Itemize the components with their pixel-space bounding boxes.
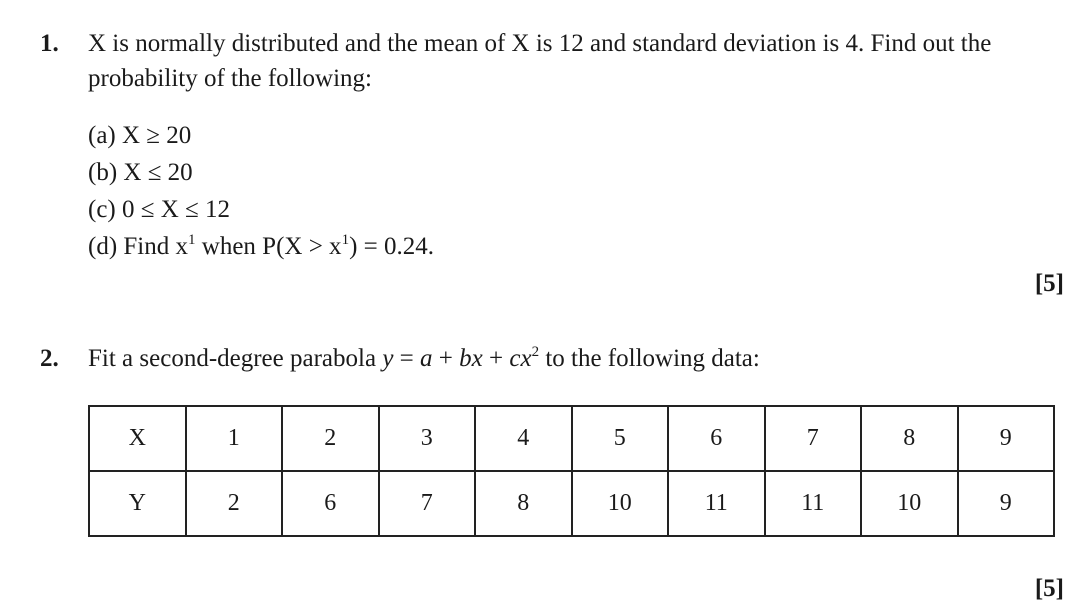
question-2-marks: [5] xyxy=(1034,575,1064,602)
table-cell: 7 xyxy=(765,406,862,471)
question-1-part-b xyxy=(88,159,193,187)
part-label: (d) xyxy=(88,233,118,260)
table-cell: 11 xyxy=(668,471,765,536)
eq-cx: cx xyxy=(509,345,532,372)
table-cell: 8 xyxy=(861,406,958,471)
part-text-pre: Find x xyxy=(123,233,189,260)
eq-plus: + xyxy=(432,345,460,372)
table-cell: 1 xyxy=(186,406,283,471)
table-cell: 11 xyxy=(765,471,862,536)
part-text: X ≤ 20 xyxy=(123,159,193,186)
question-2-number: 2. xyxy=(40,345,59,372)
part-label: (b) xyxy=(88,159,118,186)
question-2-pre: Fit a second-degree parabola xyxy=(88,345,383,372)
eq-y: y xyxy=(382,345,394,372)
superscript: 1 xyxy=(188,232,196,248)
question-1-part-d xyxy=(88,233,434,261)
question-2-post: to the following data: xyxy=(539,345,760,372)
eq-exponent: 2 xyxy=(531,344,540,360)
question-1-part-c xyxy=(88,196,230,224)
part-label: (a) xyxy=(88,122,116,149)
eq-bx: bx xyxy=(459,345,483,372)
part-text: X ≥ 20 xyxy=(122,122,192,149)
table-cell: 2 xyxy=(186,471,283,536)
table-cell: 3 xyxy=(379,406,476,471)
table-cell: 10 xyxy=(572,471,669,536)
part-text: 0 ≤ X ≤ 12 xyxy=(122,196,230,223)
table-cell: 6 xyxy=(668,406,765,471)
part-text-mid: when P(X > x xyxy=(195,233,342,260)
eq-equals: = xyxy=(393,345,421,372)
table-row-x xyxy=(89,406,1054,471)
eq-a: a xyxy=(420,345,433,372)
table-cell: 2 xyxy=(282,406,379,471)
table-cell: 7 xyxy=(379,471,476,536)
table-cell: 4 xyxy=(475,406,572,471)
question-1-number: 1. xyxy=(40,30,59,57)
table-cell: 5 xyxy=(572,406,669,471)
table-header-cell: Y xyxy=(89,471,186,536)
table-cell: 9 xyxy=(958,406,1055,471)
eq-plus: + xyxy=(482,345,510,372)
table-cell: 9 xyxy=(958,471,1055,536)
part-text-post: ) = 0.24. xyxy=(349,233,434,260)
data-table xyxy=(88,405,1055,537)
part-label: (c) xyxy=(88,196,116,223)
table-cell: 6 xyxy=(282,471,379,536)
table-header-cell: X xyxy=(89,406,186,471)
question-1-line-2: probability of the following: xyxy=(88,65,372,92)
question-2-text xyxy=(88,345,760,373)
question-1-marks: [5] xyxy=(1034,270,1064,297)
question-1-line-1: X is normally distributed and the mean of X is 12 and standard deviation is 4. Find out the xyxy=(88,30,992,57)
table-row-y xyxy=(89,471,1054,536)
parabola-equation xyxy=(382,345,539,372)
table-cell: 8 xyxy=(475,471,572,536)
question-1-part-a xyxy=(88,122,191,150)
superscript: 1 xyxy=(341,232,350,248)
table-cell: 10 xyxy=(861,471,958,536)
